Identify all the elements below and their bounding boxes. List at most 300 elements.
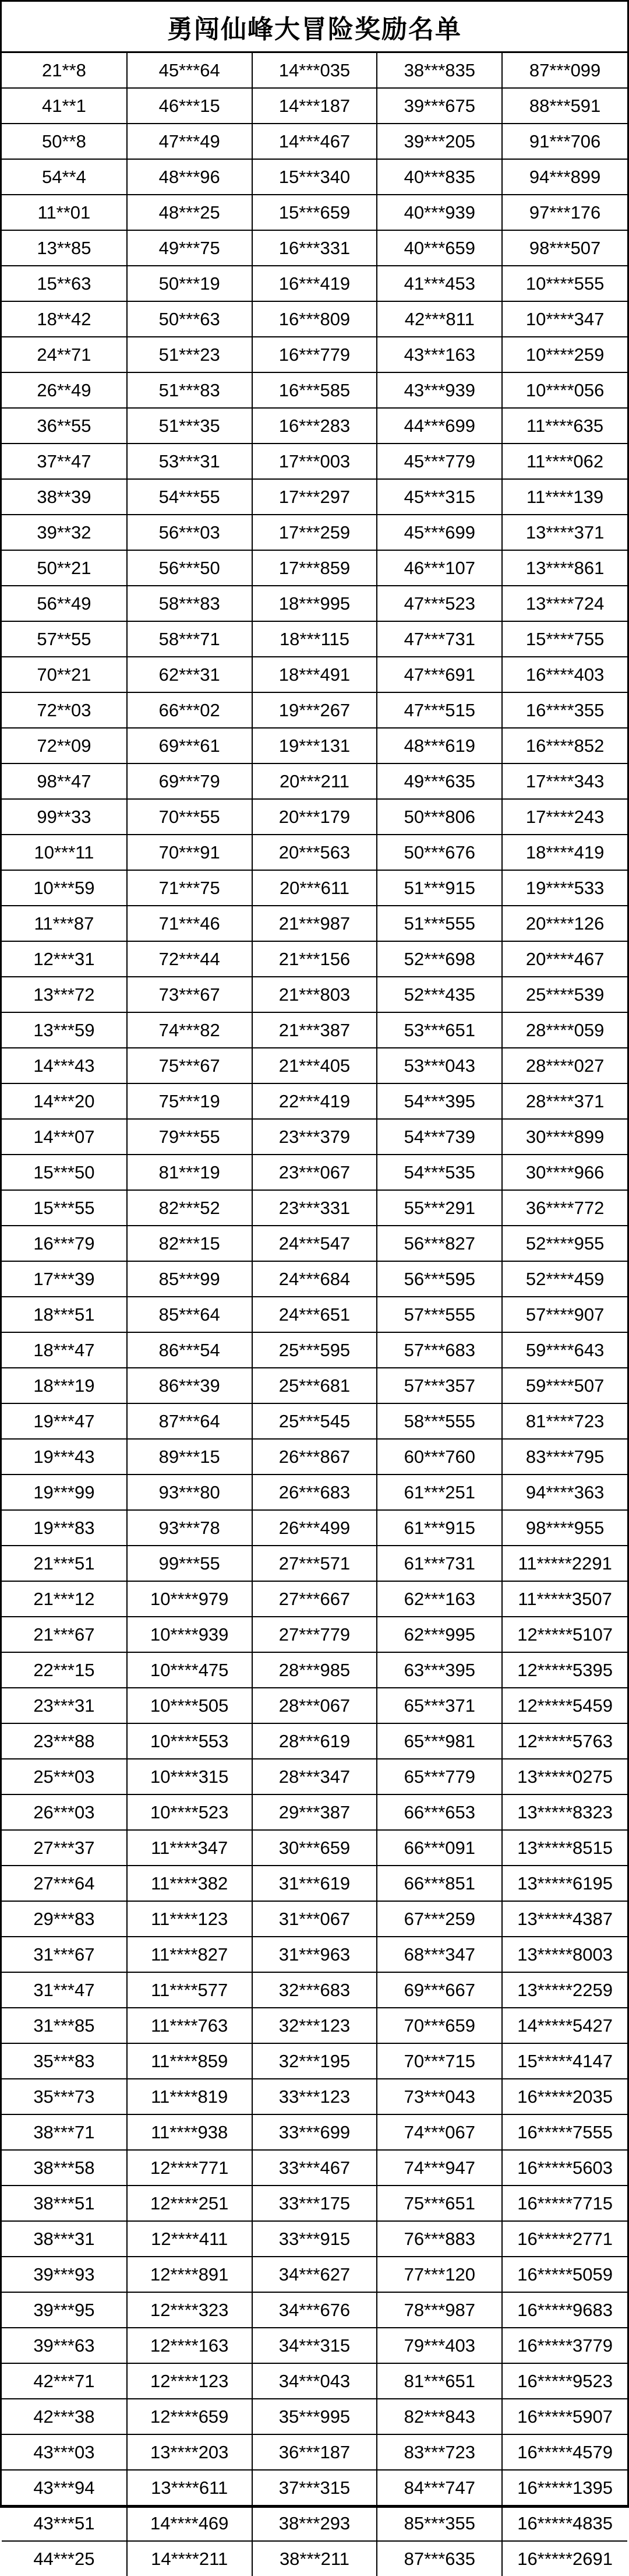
winner-id-cell: 11****139: [502, 479, 627, 515]
winner-id-cell: 13*****2259: [502, 1972, 627, 2008]
winner-id-cell: 66***02: [127, 692, 252, 728]
table-row: [2, 230, 627, 266]
winner-id-cell: 98**47: [2, 763, 127, 799]
winner-id-cell: 42***811: [377, 301, 502, 337]
winner-id-cell: 11****859: [127, 2043, 252, 2079]
winner-id-cell: 34***627: [252, 2257, 377, 2292]
winner-id-cell: 42***38: [2, 2399, 127, 2434]
winner-id-cell: 30****899: [502, 1119, 627, 1155]
table-row: [2, 586, 627, 621]
winner-id-cell: 44***25: [2, 2541, 127, 2576]
winner-id-cell: 62***995: [377, 1617, 502, 1652]
winner-id-cell: 57***357: [377, 1368, 502, 1403]
winner-id-cell: 56***50: [127, 550, 252, 586]
winner-id-cell: 74***82: [127, 1012, 252, 1048]
winner-id-cell: 36***187: [252, 2434, 377, 2470]
winner-id-cell: 47***731: [377, 621, 502, 657]
winner-id-cell: 81****723: [502, 1403, 627, 1439]
winner-id-cell: 86***39: [127, 1368, 252, 1403]
winner-id-cell: 16****852: [502, 728, 627, 763]
table-row: [2, 2505, 627, 2541]
winner-id-cell: 10****347: [502, 301, 627, 337]
winner-id-cell: 59****643: [502, 1332, 627, 1368]
table-row: [2, 1794, 627, 1830]
winner-id-cell: 56**49: [2, 586, 127, 621]
table-row: [2, 2363, 627, 2399]
winner-id-cell: 16***779: [252, 337, 377, 372]
winner-id-cell: 25***595: [252, 1332, 377, 1368]
winner-id-cell: 58***83: [127, 586, 252, 621]
winner-id-cell: 57***555: [377, 1297, 502, 1332]
winner-id-cell: 28****059: [502, 1012, 627, 1048]
winner-id-cell: 82***843: [377, 2399, 502, 2434]
winner-id-cell: 20***611: [252, 870, 377, 906]
table-row: [2, 1261, 627, 1297]
winner-id-cell: 11****577: [127, 1972, 252, 2008]
winner-id-cell: 85***99: [127, 1261, 252, 1297]
winner-id-cell: 38***211: [252, 2541, 377, 2576]
winner-id-cell: 47***515: [377, 692, 502, 728]
table-row: [2, 1546, 627, 1581]
winner-id-cell: 50***19: [127, 266, 252, 301]
winner-id-cell: 25****539: [502, 977, 627, 1012]
winner-id-cell: 58***71: [127, 621, 252, 657]
winner-id-cell: 21***405: [252, 1048, 377, 1083]
winner-id-cell: 82***15: [127, 1226, 252, 1261]
winner-id-cell: 13*****4387: [502, 1901, 627, 1937]
winner-id-cell: 25***545: [252, 1403, 377, 1439]
winner-id-cell: 73***043: [377, 2079, 502, 2114]
table-row: [2, 372, 627, 408]
winner-id-cell: 61***915: [377, 1510, 502, 1546]
winner-id-cell: 54***395: [377, 1083, 502, 1119]
winner-id-cell: 19****533: [502, 870, 627, 906]
winner-id-cell: 83****795: [502, 1439, 627, 1474]
table-row: [2, 2043, 627, 2079]
winner-id-cell: 53***651: [377, 1012, 502, 1048]
table-row: [2, 1866, 627, 1901]
winner-id-cell: 31***67: [2, 1937, 127, 1972]
winner-id-cell: 16***283: [252, 408, 377, 444]
winner-id-cell: 20****467: [502, 941, 627, 977]
winner-id-cell: 24***651: [252, 1297, 377, 1332]
winner-id-cell: 15**63: [2, 266, 127, 301]
winner-id-cell: 31***067: [252, 1901, 377, 1937]
winner-id-cell: 45***699: [377, 515, 502, 550]
winner-id-cell: 10****259: [502, 337, 627, 372]
winner-id-cell: 57**55: [2, 621, 127, 657]
table-row: [2, 2114, 627, 2150]
winner-id-cell: 75***19: [127, 1083, 252, 1119]
winner-id-cell: 23***067: [252, 1155, 377, 1190]
winner-id-cell: 16*****3779: [502, 2328, 627, 2363]
winner-id-cell: 88***591: [502, 88, 627, 124]
winner-id-cell: 10***11: [2, 835, 127, 870]
winner-id-cell: 16*****9523: [502, 2363, 627, 2399]
winner-id-cell: 19***43: [2, 1439, 127, 1474]
winner-id-cell: 10****523: [127, 1794, 252, 1830]
table-row: [2, 337, 627, 372]
winner-id-cell: 13*****8323: [502, 1794, 627, 1830]
winner-id-cell: 45***64: [127, 53, 252, 88]
winner-id-cell: 13****203: [127, 2434, 252, 2470]
winner-id-cell: 11****347: [127, 1830, 252, 1866]
winner-id-cell: 65***981: [377, 1723, 502, 1759]
winner-id-cell: 51***915: [377, 870, 502, 906]
table-row: [2, 2257, 627, 2292]
winner-id-cell: 66***653: [377, 1794, 502, 1830]
table-row: [2, 2470, 627, 2505]
table-row: [2, 1119, 627, 1155]
winner-id-cell: 98****955: [502, 1510, 627, 1546]
winner-id-cell: 47***691: [377, 657, 502, 692]
table-row: [2, 1581, 627, 1617]
winners-table: [2, 53, 627, 2576]
winner-id-cell: 16***809: [252, 301, 377, 337]
title-row: [2, 2, 627, 53]
winner-id-cell: 50**8: [2, 124, 127, 159]
table-row: [2, 266, 627, 301]
winners-table-body: [2, 53, 627, 2576]
winner-id-cell: 41**1: [2, 88, 127, 124]
winner-id-cell: 14*****5427: [502, 2008, 627, 2043]
winner-id-cell: 17***297: [252, 479, 377, 515]
winner-id-cell: 45***315: [377, 479, 502, 515]
winner-id-cell: 62***31: [127, 657, 252, 692]
winner-id-cell: 11****819: [127, 2079, 252, 2114]
winner-id-cell: 13*****0275: [502, 1759, 627, 1794]
winner-id-cell: 39**32: [2, 515, 127, 550]
winner-id-cell: 18**42: [2, 301, 127, 337]
table-row: [2, 515, 627, 550]
winner-id-cell: 16*****5603: [502, 2150, 627, 2186]
winner-id-cell: 16*****9683: [502, 2292, 627, 2328]
winner-id-cell: 43***51: [2, 2505, 127, 2541]
winner-id-cell: 28***619: [252, 1723, 377, 1759]
winner-id-cell: 79***55: [127, 1119, 252, 1155]
table-row: [2, 444, 627, 479]
winner-id-cell: 71***75: [127, 870, 252, 906]
table-row: [2, 621, 627, 657]
winner-id-cell: 56***595: [377, 1261, 502, 1297]
winner-id-cell: 17***39: [2, 1261, 127, 1297]
winner-id-cell: 35***995: [252, 2399, 377, 2434]
winner-id-cell: 27***37: [2, 1830, 127, 1866]
winner-id-cell: 38***293: [252, 2505, 377, 2541]
table-row: [2, 479, 627, 515]
table-row: [2, 870, 627, 906]
winner-id-cell: 57****907: [502, 1297, 627, 1332]
winner-id-cell: 12*****5107: [502, 1617, 627, 1652]
winner-id-cell: 17***859: [252, 550, 377, 586]
winner-id-cell: 67***259: [377, 1901, 502, 1937]
winner-id-cell: 16***331: [252, 230, 377, 266]
winner-id-cell: 15*****4147: [502, 2043, 627, 2079]
winner-id-cell: 24***684: [252, 1261, 377, 1297]
winner-id-cell: 93***80: [127, 1474, 252, 1510]
winner-id-cell: 48***96: [127, 159, 252, 195]
winner-id-cell: 97***176: [502, 195, 627, 230]
winner-id-cell: 14****469: [127, 2505, 252, 2541]
winner-id-cell: 14***07: [2, 1119, 127, 1155]
winner-id-cell: 24**71: [2, 337, 127, 372]
winner-id-cell: 23***331: [252, 1190, 377, 1226]
table-row: [2, 692, 627, 728]
winner-id-cell: 35***83: [2, 2043, 127, 2079]
winner-id-cell: 74***947: [377, 2150, 502, 2186]
winner-id-cell: 12****123: [127, 2363, 252, 2399]
winner-id-cell: 83***723: [377, 2434, 502, 2470]
winner-id-cell: 16***585: [252, 372, 377, 408]
table-row: [2, 195, 627, 230]
winner-id-cell: 17***003: [252, 444, 377, 479]
winner-id-cell: 69***667: [377, 1972, 502, 2008]
winner-id-cell: 10***59: [2, 870, 127, 906]
winner-id-cell: 12****251: [127, 2186, 252, 2221]
winner-id-cell: 74***067: [377, 2114, 502, 2150]
table-row: [2, 1937, 627, 1972]
winner-id-cell: 13**85: [2, 230, 127, 266]
winner-id-cell: 45***779: [377, 444, 502, 479]
winner-id-cell: 40***939: [377, 195, 502, 230]
winner-id-cell: 10****315: [127, 1759, 252, 1794]
winner-id-cell: 85***355: [377, 2505, 502, 2541]
winner-id-cell: 72**03: [2, 692, 127, 728]
winner-id-cell: 51***83: [127, 372, 252, 408]
winner-id-cell: 15****755: [502, 621, 627, 657]
table-row: [2, 941, 627, 977]
table-row: [2, 1332, 627, 1368]
winner-id-cell: 16***79: [2, 1226, 127, 1261]
winner-id-cell: 20****126: [502, 906, 627, 941]
winner-id-cell: 72**09: [2, 728, 127, 763]
winner-id-cell: 38***51: [2, 2186, 127, 2221]
winner-id-cell: 49***75: [127, 230, 252, 266]
winner-id-cell: 66***851: [377, 1866, 502, 1901]
winner-id-cell: 14***20: [2, 1083, 127, 1119]
winner-id-cell: 75***651: [377, 2186, 502, 2221]
winner-id-cell: 37**47: [2, 444, 127, 479]
winner-id-cell: 68***347: [377, 1937, 502, 1972]
table-row: [2, 2541, 627, 2576]
winner-id-cell: 10****475: [127, 1652, 252, 1688]
winner-id-cell: 22***15: [2, 1652, 127, 1688]
winner-id-cell: 57***683: [377, 1332, 502, 1368]
winner-id-cell: 50***806: [377, 799, 502, 835]
winner-id-cell: 16*****2035: [502, 2079, 627, 2114]
winner-id-cell: 21**8: [2, 53, 127, 88]
table-row: [2, 763, 627, 799]
winner-id-cell: 54***55: [127, 479, 252, 515]
table-row: [2, 408, 627, 444]
table-row: [2, 2399, 627, 2434]
winner-id-cell: 52****459: [502, 1261, 627, 1297]
winner-id-cell: 61***731: [377, 1546, 502, 1581]
winner-id-cell: 49***635: [377, 763, 502, 799]
winner-id-cell: 35***73: [2, 2079, 127, 2114]
winner-id-cell: 63***395: [377, 1652, 502, 1688]
winner-id-cell: 14****211: [127, 2541, 252, 2576]
table-row: [2, 1439, 627, 1474]
winner-id-cell: 36**55: [2, 408, 127, 444]
winner-id-cell: 38***31: [2, 2221, 127, 2257]
winner-id-cell: 46***107: [377, 550, 502, 586]
winner-id-cell: 12****323: [127, 2292, 252, 2328]
winner-id-cell: 23***88: [2, 1723, 127, 1759]
winner-id-cell: 89***15: [127, 1439, 252, 1474]
table-row: [2, 2008, 627, 2043]
table-row: [2, 2079, 627, 2114]
winner-id-cell: 94***899: [502, 159, 627, 195]
winner-id-cell: 13****861: [502, 550, 627, 586]
winner-id-cell: 32***683: [252, 1972, 377, 2008]
winner-id-cell: 41***453: [377, 266, 502, 301]
winner-id-cell: 40***835: [377, 159, 502, 195]
winner-id-cell: 11*****3507: [502, 1581, 627, 1617]
winner-id-cell: 16****355: [502, 692, 627, 728]
winner-id-cell: 33***123: [252, 2079, 377, 2114]
winner-id-cell: 10****553: [127, 1723, 252, 1759]
winner-id-cell: 43***163: [377, 337, 502, 372]
winner-id-cell: 15***340: [252, 159, 377, 195]
winner-id-cell: 56***03: [127, 515, 252, 550]
winner-id-cell: 48***25: [127, 195, 252, 230]
winner-id-cell: 16*****1395: [502, 2470, 627, 2505]
winner-id-cell: 18***995: [252, 586, 377, 621]
winner-id-cell: 12****771: [127, 2150, 252, 2186]
winner-id-cell: 66***091: [377, 1830, 502, 1866]
winner-id-cell: 18***19: [2, 1368, 127, 1403]
winner-id-cell: 53***31: [127, 444, 252, 479]
winner-id-cell: 32***195: [252, 2043, 377, 2079]
winner-id-cell: 25***681: [252, 1368, 377, 1403]
winner-id-cell: 50***63: [127, 301, 252, 337]
winner-id-cell: 18***51: [2, 1297, 127, 1332]
winner-id-cell: 20***179: [252, 799, 377, 835]
winner-id-cell: 87***635: [377, 2541, 502, 2576]
winner-id-cell: 34***676: [252, 2292, 377, 2328]
table-row: [2, 977, 627, 1012]
winner-id-cell: 29***387: [252, 1794, 377, 1830]
table-row: [2, 1226, 627, 1261]
winner-id-cell: 79***403: [377, 2328, 502, 2363]
winner-id-cell: 21***987: [252, 906, 377, 941]
winner-id-cell: 18****419: [502, 835, 627, 870]
table-row: [2, 1297, 627, 1332]
winner-id-cell: 25***03: [2, 1759, 127, 1794]
winner-id-cell: 30****966: [502, 1155, 627, 1190]
winner-id-cell: 56***827: [377, 1226, 502, 1261]
winner-id-cell: 51***35: [127, 408, 252, 444]
table-row: [2, 906, 627, 941]
winner-id-cell: 93***78: [127, 1510, 252, 1546]
table-row: [2, 1155, 627, 1190]
winner-id-cell: 70***659: [377, 2008, 502, 2043]
table-row: [2, 53, 627, 88]
table-row: [2, 2434, 627, 2470]
winner-id-cell: 21***51: [2, 1546, 127, 1581]
winner-id-cell: 31***85: [2, 2008, 127, 2043]
winner-id-cell: 50**21: [2, 550, 127, 586]
winner-id-cell: 11**01: [2, 195, 127, 230]
winner-id-cell: 38***58: [2, 2150, 127, 2186]
winner-id-cell: 70***715: [377, 2043, 502, 2079]
table-row: [2, 1652, 627, 1688]
table-row: [2, 1048, 627, 1083]
winner-id-cell: 14***467: [252, 124, 377, 159]
winner-id-cell: 43***03: [2, 2434, 127, 2470]
winner-id-cell: 39***675: [377, 88, 502, 124]
winner-id-cell: 13***72: [2, 977, 127, 1012]
winner-id-cell: 39***95: [2, 2292, 127, 2328]
winner-id-cell: 34***043: [252, 2363, 377, 2399]
winner-id-cell: 94****363: [502, 1474, 627, 1510]
winner-id-cell: 62***163: [377, 1581, 502, 1617]
winner-id-cell: 31***619: [252, 1866, 377, 1901]
winner-id-cell: 15***50: [2, 1155, 127, 1190]
winner-id-cell: 13****611: [127, 2470, 252, 2505]
winner-id-cell: 52***698: [377, 941, 502, 977]
winner-id-cell: 16*****4579: [502, 2434, 627, 2470]
winner-id-cell: 29***83: [2, 1901, 127, 1937]
winner-id-cell: 44***699: [377, 408, 502, 444]
winner-id-cell: 37***315: [252, 2470, 377, 2505]
winner-id-cell: 86***54: [127, 1332, 252, 1368]
winner-id-cell: 53***043: [377, 1048, 502, 1083]
winner-id-cell: 19***99: [2, 1474, 127, 1510]
winner-id-cell: 52****955: [502, 1226, 627, 1261]
winner-id-cell: 26***683: [252, 1474, 377, 1510]
table-row: [2, 1901, 627, 1937]
winner-id-cell: 99***55: [127, 1546, 252, 1581]
winner-id-cell: 26***03: [2, 1794, 127, 1830]
winner-id-cell: 38***71: [2, 2114, 127, 2150]
winner-id-cell: 38**39: [2, 479, 127, 515]
winner-id-cell: 54***739: [377, 1119, 502, 1155]
winner-id-cell: 27***779: [252, 1617, 377, 1652]
page-title: 勇闯仙峰大冒险奖励名单: [167, 14, 462, 44]
winner-id-cell: 20***563: [252, 835, 377, 870]
winner-id-cell: 19***267: [252, 692, 377, 728]
winner-id-cell: 12*****5459: [502, 1688, 627, 1723]
winner-id-cell: 17***259: [252, 515, 377, 550]
table-row: [2, 728, 627, 763]
table-row: [2, 88, 627, 124]
winner-id-cell: 70***91: [127, 835, 252, 870]
winner-id-cell: 26***499: [252, 1510, 377, 1546]
winner-id-cell: 39***63: [2, 2328, 127, 2363]
winner-id-cell: 15***55: [2, 1190, 127, 1226]
winner-id-cell: 16***419: [252, 266, 377, 301]
winner-id-cell: 51***555: [377, 906, 502, 941]
winner-id-cell: 12****891: [127, 2257, 252, 2292]
winner-id-cell: 43***94: [2, 2470, 127, 2505]
winner-id-cell: 61***251: [377, 1474, 502, 1510]
table-row: [2, 1403, 627, 1439]
winner-id-cell: 30***659: [252, 1830, 377, 1866]
winner-id-cell: 16*****2771: [502, 2221, 627, 2257]
winner-id-cell: 27***571: [252, 1546, 377, 1581]
winner-id-cell: 27***667: [252, 1581, 377, 1617]
winner-id-cell: 36****772: [502, 1190, 627, 1226]
table-row: [2, 550, 627, 586]
winner-id-cell: 50***676: [377, 835, 502, 870]
winner-id-cell: 13***59: [2, 1012, 127, 1048]
winner-id-cell: 75***67: [127, 1048, 252, 1083]
winner-id-cell: 55***291: [377, 1190, 502, 1226]
winner-id-cell: 46***15: [127, 88, 252, 124]
winner-id-cell: 73***67: [127, 977, 252, 1012]
